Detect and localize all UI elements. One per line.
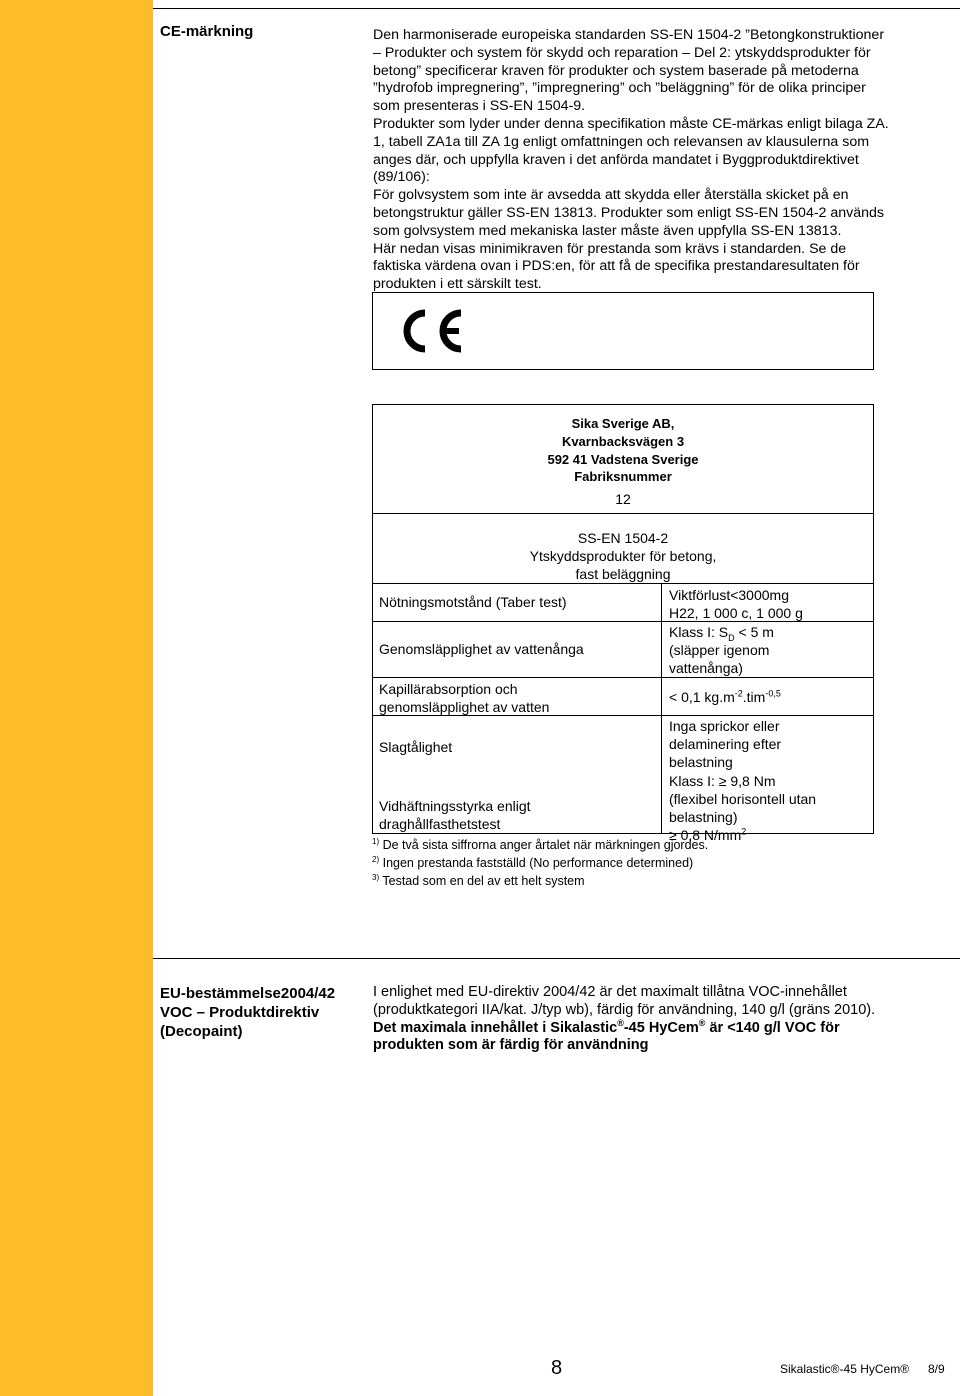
- company-city: 592 41 Vadstena Sverige: [547, 451, 699, 467]
- ce-para-line: – Produkter och system för skydd och reparation – Del 2: ytskyddsprodukter för: [373, 44, 871, 61]
- table-row: [373, 773, 873, 843]
- ce-para-line: (89/106):: [373, 169, 430, 186]
- name-line: Kapillärabsorption och: [379, 681, 518, 697]
- footnote: $^{3)}$ Testad som en del av ett helt system: [372, 872, 585, 888]
- ce-para-line: Här nedan visas minimikraven för prestanda som krävs i standarden. Se de: [373, 240, 847, 257]
- voc-text-line: (produktkategori IIA/kat. J/typ wb), färdig för användning, 140 g/l (gräns 2010).: [373, 1001, 876, 1018]
- voc-label-line: VOC – Produktdirektiv: [160, 1004, 320, 1021]
- property-name: Slagtålighet: [379, 739, 453, 755]
- table-row: [373, 715, 873, 773]
- property-value: < 0,1 $kg.m^{-2}.tim^{-0,5}$: [669, 688, 781, 705]
- ce-para-line: betongstruktur gäller SS-EN 13813. Produkter som enligt SS-EN 1504-2 används: [373, 204, 885, 221]
- footer-page-of: 8/9: [928, 1362, 945, 1376]
- standard-code: SS-EN 1504-2: [577, 530, 669, 546]
- value-line: belastning): [669, 809, 738, 825]
- ce-para-line: Produkter som lyder under denna specifikation måste CE-märkas enligt bilaga ZA.: [373, 115, 889, 132]
- value-line: delaminering efter: [669, 736, 782, 752]
- voc-section-label: [160, 984, 335, 1041]
- ce-info-box: [372, 404, 874, 843]
- value-line: H22, 1 000 c, 1 000 g: [669, 605, 803, 621]
- property-value: [669, 586, 803, 622]
- standard-type: fast beläggning: [575, 566, 671, 582]
- value-line: belastning: [669, 754, 733, 770]
- voc-bold-line: Det maximala innehållet i Sikalastic®-45 HyCem® är <140 g/l VOC för: [373, 1017, 840, 1036]
- top-rule: [153, 8, 960, 9]
- name-line: draghållfasthetstest: [379, 816, 501, 832]
- footnote: $^{1)}$ De två sista siffrorna anger årtalet när märkningen gjordes.: [372, 836, 709, 852]
- ce-para-line: produkten i ett särskilt test.: [373, 276, 542, 293]
- value-line: Inga sprickor eller: [669, 718, 780, 734]
- value-line: Klass I: ≥ 9,8 Nm: [669, 773, 776, 789]
- table-row: [373, 621, 873, 677]
- ce-logo-box: [372, 292, 874, 370]
- name-line: Vidhäftningsstyrka enligt: [379, 798, 531, 814]
- factory-number: 12: [615, 491, 631, 507]
- property-name: Nötningsmotstånd (Taber test): [379, 594, 567, 610]
- property-name: [379, 797, 531, 833]
- property-value: [669, 772, 816, 844]
- value-line: Viktförlust<3000mg: [669, 587, 789, 603]
- ce-para-line: Den harmoniserade europeiska standarden SS-EN 1504-2 ”Betongkonstruktioner: [373, 27, 885, 43]
- standard-desc: Ytskyddsprodukter för betong,: [529, 548, 717, 564]
- factory-number-label: Fabriksnummer: [574, 469, 672, 485]
- footnotes: [372, 836, 708, 890]
- ce-para-line: 1, tabell ZA1a till ZA 1g enligt omfattningen och relevansen av klausulerna som: [373, 133, 870, 150]
- ce-para-line: som golvsystem med mekaniska laster måste även uppfylla SS-EN 13813.: [373, 222, 842, 239]
- ce-para-line: som presenteras i SS-EN 1504-9.: [373, 98, 586, 115]
- standard-block: [373, 529, 873, 583]
- ce-para-line: ”hydrofob impregnering”, ”impregnering” och ”beläggning” för de olika principer: [373, 80, 866, 97]
- box-divider: [373, 513, 873, 514]
- property-value: [669, 717, 781, 771]
- voc-label-line: EU-bestämmelse2004/42: [160, 985, 336, 1002]
- table-row: [373, 677, 873, 715]
- ce-para-line: faktiska värdena ovan i PDS:en, för att få de specifika prestandaresultaten för: [373, 258, 860, 275]
- page-number: 8: [551, 1357, 563, 1379]
- company-street: Kvarnbacksvägen 3: [561, 433, 685, 449]
- voc-bold-line: produkten som är färdig för användning: [373, 1037, 649, 1054]
- value-line: Klass I: $S_D < 5$ m: [669, 624, 774, 643]
- value-line: (flexibel horisontell utan: [669, 791, 817, 807]
- ce-mark-icon: [395, 307, 467, 355]
- value-line: ≥ 0,8 $N/mm^2$: [669, 826, 747, 843]
- voc-label-line: (Decopaint): [160, 1023, 243, 1040]
- property-name: [379, 680, 549, 716]
- ce-para-line: betong” specificerar kraven för produkter och system baserade på metoderna: [373, 62, 859, 79]
- value-line: vattenånga): [669, 660, 743, 676]
- property-value: [669, 623, 774, 677]
- voc-section-text: [373, 984, 958, 1055]
- ce-para-line: anges där, och uppfylla kraven i det anförda mandatet i Byggproduktdirektivet: [373, 151, 859, 168]
- footnote: $^{2)}$ Ingen prestanda fastställd (No performance determined): [372, 854, 694, 870]
- footer-product-name: Sikalastic®-45 HyCem®: [780, 1362, 910, 1376]
- voc-text-line: I enlighet med EU-direktiv 2004/42 är det maximalt tillåtna VOC-innehållet: [373, 984, 847, 1000]
- property-name: Genomsläpplighet av vattenånga: [379, 641, 584, 657]
- yellow-sidebar: [0, 0, 153, 1396]
- ce-section-label: CE-märkning: [160, 23, 254, 40]
- value-line: (släpper igenom: [669, 642, 770, 658]
- name-line: genomsläpplighet av vatten: [379, 699, 550, 715]
- company-block: [373, 415, 873, 486]
- voc-rule: [153, 958, 960, 959]
- ce-para-line: För golvsystem som inte är avsedda att skydda eller återställa skicket på en: [373, 187, 849, 204]
- company-name: Sika Sverige AB,: [571, 416, 675, 431]
- table-row: [373, 583, 873, 621]
- ce-section-text: [373, 27, 958, 294]
